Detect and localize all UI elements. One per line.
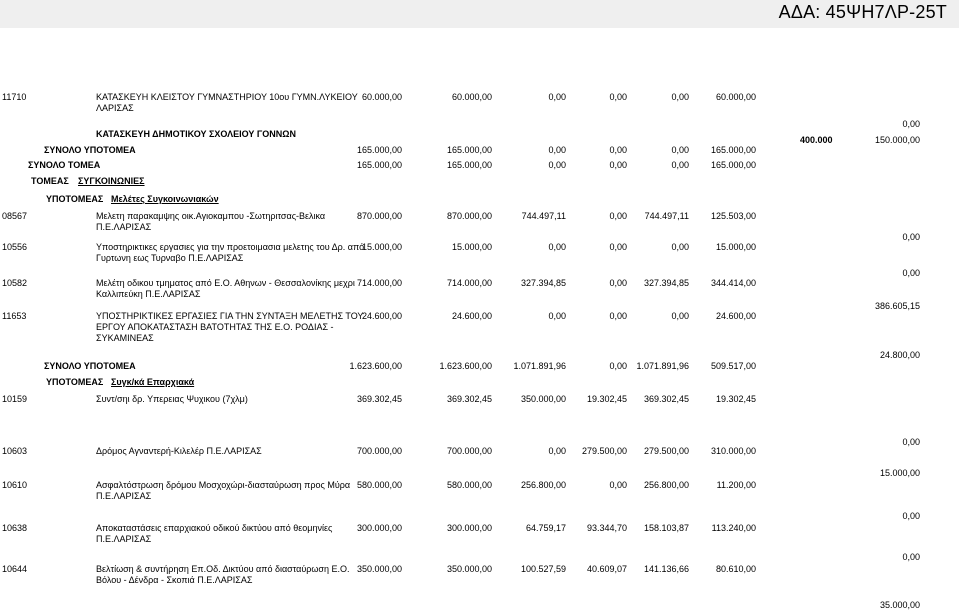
amount-cell: 700.000,00 (446, 446, 492, 456)
row-description: Μελετη παρακαμψης οικ.Αγιοκαμπου -Σωτηριτσας-Βελικα Π.Ε.ΛΑΡΙΣΑΣ (96, 211, 326, 232)
amount-cell: 344.414,00 (710, 278, 756, 288)
amount-cell: 1.623.600,00 (439, 361, 492, 371)
right-column-value: 0,00 (902, 268, 920, 278)
amount-cell: 24.600,00 (451, 311, 492, 321)
row-description: Ασφαλτόστρωση δρόμου Μοσχοχώρι-διασταύρωση προς Μύρα Π.Ε.ΛΑΡΙΣΑΣ (96, 480, 351, 501)
amount-cell: 279.500,00 (643, 446, 689, 456)
sector-name: ΣΥΓΚΟΙΝΩΝΙΕΣ (78, 176, 145, 186)
amount-cell: 0,00 (609, 92, 627, 102)
row-code: 11653 (2, 311, 27, 321)
amount-cell: 0,00 (609, 242, 627, 252)
amount-cell: 165.000,00 (710, 145, 756, 155)
amount-cell: 0,00 (609, 361, 627, 371)
amount-cell: 24.600,00 (361, 311, 402, 321)
total-label: ΣΥΝΟΛΟ ΤΟΜΕΑ (28, 160, 101, 170)
subtotal-label: ΣΥΝΟΛΟ ΥΠΟΤΟΜΕΑ (44, 361, 136, 371)
subtotal-label: ΣΥΝΟΛΟ ΥΠΟΤΟΜΕΑ (44, 145, 136, 155)
amount-cell: 158.103,87 (643, 523, 689, 533)
amount-cell: 60.000,00 (451, 92, 492, 102)
amount-cell: 350.000,00 (356, 564, 402, 574)
amount-cell: 113.240,00 (711, 523, 756, 533)
amount-cell: 1.071.891,96 (513, 361, 566, 371)
amount-cell: 19.302,45 (586, 394, 627, 404)
amount-cell: 11.200,00 (716, 480, 756, 490)
amount-cell: 60.000,00 (715, 92, 756, 102)
amount-cell: 350.000,00 (446, 564, 492, 574)
amount-cell: 714.000,00 (446, 278, 492, 288)
row-code: 10610 (2, 480, 28, 490)
amount-cell: 0,00 (671, 160, 689, 170)
amount-cell: 0,00 (548, 446, 566, 456)
row-description: ΚΑΤΑΣΚΕΥΗ ΚΛΕΙΣΤΟΥ ΓΥΜΝΑΣΤΗΡΙΟΥ 10ου ΓΥΜΝ.ΛΥΚΕΙΟΥ ΛΑΡΙΣΑΣ (96, 92, 358, 113)
amount-cell: 1.623.600,00 (349, 361, 402, 371)
right-column-value: 386.605,15 (874, 301, 920, 311)
amount-cell: 19.302,45 (715, 394, 756, 404)
right-column-value: 0,00 (902, 232, 920, 242)
amount-cell: 509.517,00 (710, 361, 756, 371)
amount-cell: 15.000,00 (361, 242, 402, 252)
amount-cell: 256.800,00 (520, 480, 566, 490)
row-code: 10644 (2, 564, 28, 574)
row-code: 10603 (2, 446, 28, 456)
amount-cell: 24.600,00 (715, 311, 756, 321)
ada-code: ΑΔΑ: 45ΨΗ7ΛΡ-25Τ (778, 2, 947, 22)
amount-cell: 93.344,70 (586, 523, 627, 533)
amount-cell: 0,00 (548, 92, 566, 102)
amount-cell: 165.000,00 (710, 160, 756, 170)
amount-cell: 64.759,17 (525, 523, 566, 533)
amount-cell: 369.302,45 (446, 394, 492, 404)
amount-cell: 744.497,11 (521, 211, 566, 221)
amount-cell: 0,00 (671, 92, 689, 102)
subsector-label: ΥΠΟΤΟΜΕΑΣ (46, 377, 104, 387)
row-code: 10582 (2, 278, 28, 288)
subsector-label: ΥΠΟΤΟΜΕΑΣ (46, 194, 104, 204)
amount-cell: 15.000,00 (451, 242, 492, 252)
amount-cell: 0,00 (548, 242, 566, 252)
amount-cell: 0,00 (609, 160, 627, 170)
right-column-value: 400.000 (800, 135, 833, 145)
amount-cell: 0,00 (671, 145, 689, 155)
row-description: Μελέτη οδικου τμηματος από Ε.Ο. Αθηνων - Θεσσαλονίκης μεχρι Καλλιπεύκη Π.Ε.ΛΑΡΙΣΑΣ (96, 278, 355, 299)
amount-cell: 125.503,00 (710, 211, 756, 221)
amount-cell: 165.000,00 (356, 145, 402, 155)
amount-cell: 580.000,00 (446, 480, 492, 490)
right-column-value: 0,00 (902, 437, 920, 447)
row-description: Συντ/σηι δρ. Υπερειας Ψυχικου (7χλμ) (96, 394, 248, 404)
right-column-value: 24.800,00 (879, 350, 920, 360)
amount-cell: 0,00 (548, 145, 566, 155)
right-column-value: 0,00 (902, 552, 920, 562)
amount-cell: 870.000,00 (446, 211, 492, 221)
row-code: 10159 (2, 394, 28, 404)
row-description: ΥΠΟΣΤΗΡΙΚΤΙΚΕΣ ΕΡΓΑΣΙΕΣ ΓΙΑ ΤΗΝ ΣΥΝΤΑΞΗ ΜΕΛΕΤΗΣ ΤΟΥ ΕΡΓΟΥ ΑΠΟΚΑΤΑΣΤΑΣΗ ΒΑΤΟΤΗΤΑΣ ΤΗΣ Ε.Ο. ΡΟΔΙΑΣ - ΣΥΚΑΜΙΝΕΑΣ (96, 311, 364, 343)
amount-cell: 870.000,00 (356, 211, 402, 221)
amount-cell: 0,00 (609, 480, 627, 490)
amount-cell: 15.000,00 (715, 242, 756, 252)
amount-cell: 0,00 (609, 145, 627, 155)
amount-cell: 80.610,00 (715, 564, 756, 574)
subsector-name: Μελέτες Συγκοινωνιακών (111, 194, 219, 204)
row-description: Υποστηρικτικες εργασιες για την προετοιμασια μελετης του Δρ. από Γυρτωνη εως Τυρναβο Π.Ε.ΛΑΡΙΣΑΣ (96, 242, 365, 263)
amount-cell: 300.000,00 (446, 523, 492, 533)
amount-cell: 256.800,00 (643, 480, 689, 490)
right-column-value: 0,00 (902, 119, 920, 129)
amount-cell: 0,00 (609, 278, 627, 288)
amount-cell: 744.497,11 (644, 211, 689, 221)
subsector-name: Συγκ/κά Επαρχιακά (111, 377, 195, 387)
amount-cell: 1.071.891,96 (636, 361, 689, 371)
amount-cell: 327.394,85 (643, 278, 689, 288)
row-code: 08567 (2, 211, 28, 221)
amount-cell: 369.302,45 (356, 394, 402, 404)
amount-cell: 350.000,00 (520, 394, 566, 404)
amount-cell: 165.000,00 (356, 160, 402, 170)
amount-cell: 0,00 (548, 160, 566, 170)
right-column-value: 150.000,00 (874, 135, 920, 145)
amount-cell: 40.609,07 (586, 564, 627, 574)
amount-cell: 141.136,66 (643, 564, 689, 574)
sector-label: ΤΟΜΕΑΣ (31, 176, 69, 186)
amount-cell: 0,00 (609, 211, 627, 221)
row-code: 11710 (2, 92, 27, 102)
amount-cell: 300.000,00 (356, 523, 402, 533)
row-code: 10556 (2, 242, 28, 252)
amount-cell: 165.000,00 (446, 145, 492, 155)
right-column-value: 35.000,00 (879, 600, 920, 610)
row-description: Δρόμος Αγναντερή-Κιλελέρ Π.Ε.ΛΑΡΙΣΑΣ (96, 446, 262, 456)
row-code: 10638 (2, 523, 28, 533)
amount-cell: 279.500,00 (581, 446, 627, 456)
amount-cell: 714.000,00 (356, 278, 402, 288)
amount-cell: 100.527,59 (520, 564, 566, 574)
row-description: ΚΑΤΑΣΚΕΥΗ ΔΗΜΟΤΙΚΟΥ ΣΧΟΛΕΙΟΥ ΓΟΝΝΩΝ (96, 129, 297, 139)
row-description: Αποκαταστάσεις επαρχιακού οδικού δικτύου από θεομηνίες Π.Ε.ΛΑΡΙΣΑΣ (96, 523, 333, 544)
amount-cell: 310.000,00 (710, 446, 756, 456)
amount-cell: 0,00 (609, 311, 627, 321)
amount-cell: 580.000,00 (356, 480, 402, 490)
amount-cell: 60.000,00 (361, 92, 402, 102)
amount-cell: 0,00 (671, 242, 689, 252)
amount-cell: 0,00 (671, 311, 689, 321)
amount-cell: 165.000,00 (446, 160, 492, 170)
amount-cell: 327.394,85 (520, 278, 566, 288)
right-column-value: 15.000,00 (879, 468, 920, 478)
amount-cell: 0,00 (548, 311, 566, 321)
row-description: Βελτίωση & συντήρηση Επ.Οδ. Δικτύου από διασταύρωση Ε.Ο. Βόλου - Δένδρα - Σκοπιά Π.Ε.ΛΑΡΙΣΑΣ (96, 564, 350, 585)
right-column-value: 0,00 (902, 511, 920, 521)
amount-cell: 369.302,45 (643, 394, 689, 404)
amount-cell: 700.000,00 (356, 446, 402, 456)
